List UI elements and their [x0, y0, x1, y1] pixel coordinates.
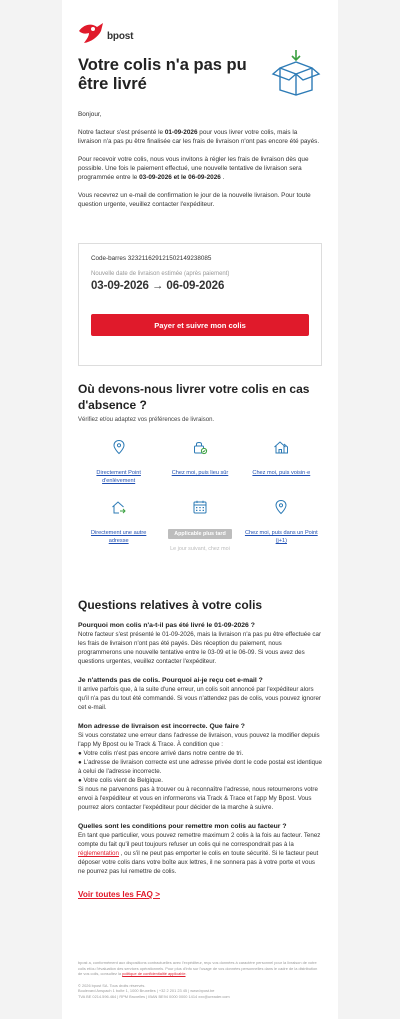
regulation-link[interactable]: réglementation — [78, 850, 119, 857]
option-pickup-point[interactable] — [78, 439, 159, 485]
faq-answer-2: Il arrive parfois que, à la suite d'une erreur, un colis soit annoncé par l'expéditeur alors qu'il n'a pas du tout été commandé. Si vous n'attendez pas de colis, vous pouvez ignorer cet e-mail. — [78, 686, 321, 711]
options-title: Où devons-nous livrer votre colis en cas d'absence ? — [78, 382, 310, 412]
options-subtitle: Vérifiez et/ou adaptez vos préférences de livraison. — [78, 417, 215, 423]
faq-answer-3-bullet: ● Votre colis vient de Belgique. — [78, 777, 163, 784]
delivery-options-section — [62, 375, 338, 595]
option-home-then-point[interactable] — [241, 499, 322, 552]
barcode-box — [78, 243, 322, 366]
faq-answer-4: En tant que particulier, vous pouvez remettre maximum 2 colis à la fois au facteur. Tenez compte du fait qu'il peut toujours refuser un colis qui ne correspondrait pas à la réglementation , ou s'il ne peut pas emporter le colis en toute sécurité. Si le facteur peut déposer votre colis dans votre boîte aux lettres, il ne sonnera pas à votre porte et vous ne pourrez pas lui remettre de colis. — [78, 832, 321, 875]
intro-text — [78, 110, 322, 209]
faq-answer-3: Si vous constatez une erreur dans l'adresse de livraison, vous pouvez la modifier depuis l'app My Bpost ou le Track & Trace. À condition que : ● Votre colis n'est pas encore arrivé dans notre centre de tri. ● L'adresse de livraison correcte est une adresse privée dont le code postal est identique à celui de l'adresse incorrecte. ● Votre colis vient de Belgique. Si nous ne parvenons pas à trouver ou à reconnaître l'adresse, nous retournerons votre envoi à l'expéditeur et vous en informerons via Track & Trace et l'app My Bpost. Vous pourrez alors contacter l'expéditeur pour décider de la marche à suivre. — [78, 732, 322, 811]
company-address: Boulevard Anspach 1 boîte 1, 1000 Bruxelles | +32 2 201 23 45 | www.bpost.be — [78, 988, 215, 993]
page-title: Votre colis n'a pas pu être livré — [78, 56, 247, 93]
hero — [78, 56, 322, 96]
barcode-section — [62, 230, 338, 375]
faq-question-1: Pourquoi mon colis n'a-t-il pas été livré le 01-09-2026 ? — [78, 622, 255, 629]
location-pin-icon — [273, 499, 289, 515]
bpost-wordmark: bpost — [107, 31, 134, 42]
parcel-box-icon — [270, 50, 322, 96]
greeting: Bonjour, — [78, 111, 102, 118]
calendar-icon — [192, 499, 208, 515]
option-later-note: Le jour suivant, chez moi — [170, 546, 230, 552]
footer — [62, 950, 338, 1019]
option-pickup-point-link[interactable]: Directement Point d'enlèvement — [96, 470, 141, 484]
houses-icon — [273, 439, 289, 455]
lock-check-icon — [192, 439, 208, 455]
intro-paragraph-1: Notre facteur s'est présenté le 01-09-2026 pour vous livrer votre colis, mais la livraison n'a pas pu être finalisée car les frais de livraison n'ont pas encore été payés. — [78, 129, 320, 145]
all-faq-link[interactable]: Voir toutes les FAQ > — [78, 890, 160, 899]
bpost-horn-icon — [78, 22, 104, 44]
option-home-neighbour[interactable] — [241, 439, 322, 485]
legal-info — [78, 983, 322, 1000]
estimate-dates: 03-09-2026 → 06-09-2026 — [91, 280, 225, 292]
option-home-then-point-link[interactable]: Chez moi, puis dans un Point (j+1) — [244, 530, 318, 544]
options-grid — [78, 439, 322, 552]
faq-answer-3-bullet: ● L'adresse de livraison correcte est une adresse privée dont le code postal est identique à celui de l'adresse incorrecte. — [78, 759, 322, 775]
copyright: © 2026 bpost SA. Tous droits réservés. — [78, 982, 146, 988]
option-other-address-link[interactable]: Directement une autre adresse — [90, 530, 147, 544]
option-home-safe-place[interactable] — [159, 439, 240, 485]
intro-paragraph-3: Vous recevrez un e-mail de confirmation le jour de la nouvelle livraison. Pour toute question urgente, veuillez contacter l'expéditeur. — [78, 192, 311, 208]
privacy-notice: bpost a, conformément aux dispositions contractuelles avec l'expéditeur, reçu vos données à caractère personnel pour la livraison de votre colis et/ou l'évaluation des services opérationnels. Pour plus d'info sur l'usage de vos données personnelles dans le cadre de la distribution de vos colis, consultez la politique de confidentialité applicable. — [78, 960, 318, 976]
location-pin-icon — [111, 439, 127, 455]
faq-question-3: Mon adresse de livraison est incorrecte. Que faire ? — [78, 723, 245, 730]
option-later — [159, 499, 240, 552]
privacy-policy-link[interactable]: politique de confidentialité applicable — [122, 971, 186, 976]
option-home-neighbour-link[interactable]: Chez moi, puis voisin·e — [252, 470, 311, 476]
faq-title: Questions relatives à votre colis — [78, 598, 263, 612]
option-later-badge: Applicable plus tard — [168, 529, 232, 539]
option-other-address[interactable] — [78, 499, 159, 552]
faq-question-4: Quelles sont les conditions pour remettre mon colis au facteur ? — [78, 823, 287, 830]
faq-answer-1: Notre facteur s'est présenté le 01-09-2026, mais la livraison n'a pas pu être effectuée car les frais de livraison n'ont pas été payés. Dès réception du paiement, nous programmerons une nouvelle tentative entre le 03-09 et le 06-09. Si vous avez des questions urgentes, veuillez contacter l'expéditeur. — [78, 631, 322, 665]
bpost-logo[interactable] — [78, 18, 322, 44]
faq-question-2: Je n'attends pas de colis. Pourquoi ai-je reçu cet e-mail ? — [78, 677, 263, 684]
company-registration: TVA BE 0214.596.464 | RPM Bruxelles | IBAN BE94 0000 0000 1414 xxx@ureader.com — [78, 993, 230, 999]
pay-and-track-button[interactable]: Payer et suivre mon colis — [91, 314, 309, 336]
intro-paragraph-2: Pour recevoir votre colis, nous vous invitons à régler les frais de livraison dès que possible. Une fois le paiement effectué, une nouvelle tentative de livraison sera programmée entre le 03-09-2026 et le 06-09-2026 . — [78, 156, 309, 181]
faq-section — [62, 595, 338, 950]
option-home-safe-place-link[interactable]: Chez moi, puis lieu sûr — [171, 470, 229, 476]
email-header — [62, 0, 338, 230]
estimate-label: Nouvelle date de livraison estimée (après paiement) — [91, 271, 230, 277]
barcode-number: Code-barres 323211629121502149238085 — [91, 255, 212, 262]
faq-answer-3-bullet: ● Votre colis n'est pas encore arrivé dans notre centre de tri. — [78, 750, 244, 757]
house-arrow-icon — [111, 499, 127, 515]
